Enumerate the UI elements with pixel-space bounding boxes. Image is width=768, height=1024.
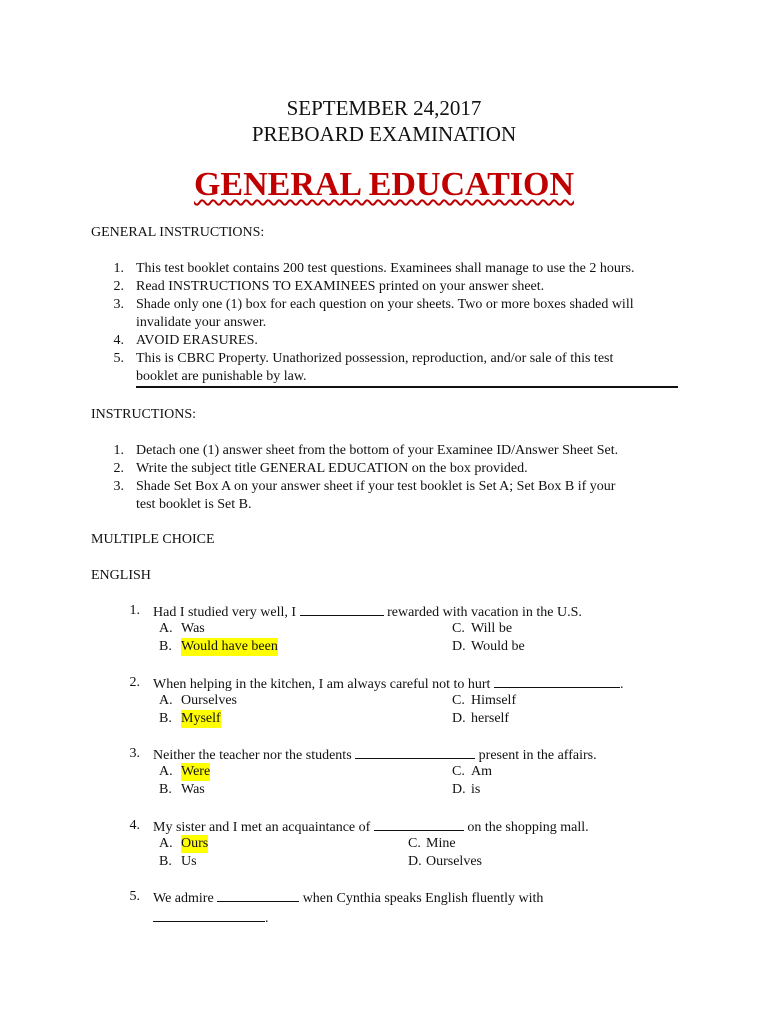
question-text-before: Had I studied very well, I bbox=[153, 605, 300, 620]
exam-title: PREBOARD EXAMINATION bbox=[251, 122, 517, 146]
answer-blank bbox=[217, 888, 299, 902]
question-text bbox=[153, 745, 597, 765]
question-text-end: . bbox=[265, 911, 269, 926]
list-item: Write the subject title GENERAL EDUCATION on the box provided. bbox=[136, 461, 528, 476]
question-text-before: When helping in the kitchen, I am always careful not to hurt bbox=[153, 677, 494, 692]
option-c: Himself bbox=[471, 693, 517, 708]
question-text-before: Neither the teacher nor the students bbox=[153, 748, 356, 763]
option-b: Was bbox=[181, 782, 205, 797]
option-a-correct: Ours bbox=[181, 836, 209, 851]
option-letter: A. bbox=[159, 836, 173, 851]
list-item: Shade only one (1) box for each question on your sheets. Two or more boxes shaded will bbox=[136, 297, 634, 312]
list-item: Read INSTRUCTIONS TO EXAMINEES printed on your answer sheet. bbox=[136, 279, 545, 294]
option-letter: B. bbox=[159, 711, 172, 726]
option-d: herself bbox=[471, 711, 510, 726]
option-letter: A. bbox=[159, 621, 173, 636]
option-letter: C. bbox=[452, 621, 465, 636]
list-number: 5. bbox=[113, 351, 124, 366]
general-instructions-heading: GENERAL INSTRUCTIONS: bbox=[91, 225, 265, 240]
question-text-after: on the shopping mall. bbox=[463, 820, 589, 835]
exam-date: SEPTEMBER 24,2017 bbox=[286, 96, 482, 120]
question-text-continued bbox=[153, 908, 269, 928]
list-item-continued: test booklet is Set B. bbox=[136, 497, 252, 512]
question-text bbox=[153, 888, 543, 908]
option-c: Will be bbox=[471, 621, 513, 636]
section-divider bbox=[136, 386, 678, 388]
answer-blank bbox=[300, 602, 384, 616]
question-text bbox=[153, 817, 589, 837]
list-item: Detach one (1) answer sheet from the bottom of your Examinee ID/Answer Sheet Set. bbox=[136, 443, 619, 458]
list-number: 3. bbox=[113, 297, 124, 312]
list-item-continued: booklet are punishable by law. bbox=[136, 369, 307, 384]
question-text bbox=[153, 602, 582, 622]
list-item: Shade Set Box A on your answer sheet if your test booklet is Set A; Set Box B if your bbox=[136, 479, 616, 494]
question-number: 5. bbox=[129, 889, 140, 904]
question-number: 2. bbox=[129, 675, 140, 690]
list-number: 3. bbox=[113, 479, 124, 494]
option-c: Mine bbox=[426, 836, 456, 851]
question-text-after: rewarded with vacation in the U.S. bbox=[383, 605, 582, 620]
question-number: 4. bbox=[129, 818, 140, 833]
answer-blank bbox=[153, 908, 265, 922]
list-number: 2. bbox=[113, 279, 124, 294]
list-number: 1. bbox=[113, 261, 124, 276]
option-letter: A. bbox=[159, 764, 173, 779]
answer-blank bbox=[494, 674, 620, 688]
option-letter: C. bbox=[452, 764, 465, 779]
question-text bbox=[153, 674, 623, 694]
option-letter: D. bbox=[452, 639, 466, 654]
question-text-after: when Cynthia speaks English fluently with bbox=[299, 891, 544, 906]
option-letter: A. bbox=[159, 693, 173, 708]
question-text-before: My sister and I met an acquaintance of bbox=[153, 820, 374, 835]
option-d: Would be bbox=[471, 639, 525, 654]
instructions-heading: INSTRUCTIONS: bbox=[91, 407, 197, 422]
option-d: is bbox=[471, 782, 481, 797]
option-letter: B. bbox=[159, 639, 172, 654]
option-letter: B. bbox=[159, 782, 172, 797]
option-c: Am bbox=[471, 764, 492, 779]
question-number: 1. bbox=[129, 603, 140, 618]
option-letter: D. bbox=[408, 854, 422, 869]
list-item-continued: invalidate your answer. bbox=[136, 315, 267, 330]
option-a: Ourselves bbox=[181, 693, 237, 708]
list-item: This is CBRC Property. Unathorized possession, reproduction, and/or sale of this test bbox=[136, 351, 614, 366]
option-a-correct: Were bbox=[181, 764, 211, 779]
option-letter: C. bbox=[452, 693, 465, 708]
subsection-heading: ENGLISH bbox=[91, 568, 151, 583]
option-letter: D. bbox=[452, 782, 466, 797]
option-b-correct: Would have been bbox=[181, 639, 278, 654]
answer-blank bbox=[374, 817, 464, 831]
option-b-correct: Myself bbox=[181, 711, 221, 726]
list-number: 4. bbox=[113, 333, 124, 348]
option-a: Was bbox=[181, 621, 205, 636]
question-number: 3. bbox=[129, 746, 140, 761]
question-text-after: present in the affairs. bbox=[475, 748, 597, 763]
list-item: AVOID ERASURES. bbox=[136, 333, 258, 348]
option-letter: B. bbox=[159, 854, 172, 869]
section-heading: MULTIPLE CHOICE bbox=[91, 532, 215, 547]
subject-title: GENERAL EDUCATION bbox=[193, 166, 575, 203]
question-text-after: . bbox=[619, 677, 624, 692]
subject-title-wrap bbox=[0, 166, 768, 204]
list-number: 2. bbox=[113, 461, 124, 476]
question-text-before: We admire bbox=[153, 891, 218, 906]
answer-blank bbox=[355, 745, 475, 759]
option-d: Ourselves bbox=[426, 854, 482, 869]
option-letter: C. bbox=[408, 836, 421, 851]
option-letter: D. bbox=[452, 711, 466, 726]
list-item: This test booklet contains 200 test questions. Examinees shall manage to use the 2 hours. bbox=[136, 261, 635, 276]
option-b: Us bbox=[181, 854, 197, 869]
list-number: 1. bbox=[113, 443, 124, 458]
